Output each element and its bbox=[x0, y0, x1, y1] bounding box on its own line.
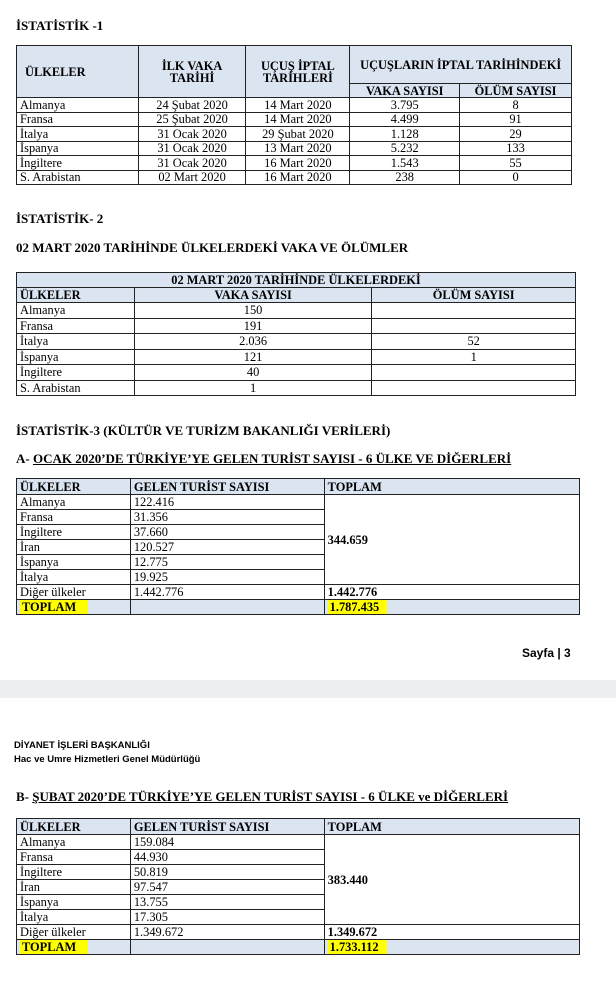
cell-first-case-date: 02 Mart 2020 bbox=[138, 170, 246, 185]
cell-tourist-count: 1.349.672 bbox=[130, 925, 324, 940]
cell-country: İspanya bbox=[17, 141, 139, 156]
statistic-3-title: İSTATİSTİK-3 (KÜLTÜR VE TURİZM BAKANLIĞI VERİLERİ) bbox=[16, 423, 391, 438]
header-group: 02 MART 2020 TARİHİNDE ÜLKELERDEKİ bbox=[17, 273, 576, 288]
cell-first-case-date: 31 Ocak 2020 bbox=[138, 156, 246, 171]
header-country: ÜLKELER bbox=[17, 46, 139, 98]
cell-tourist-count: 19.925 bbox=[130, 570, 324, 585]
grand-total-label-text: TOPLAM bbox=[20, 940, 88, 954]
cell-country: İtalya bbox=[17, 127, 139, 142]
grand-total-label bbox=[17, 600, 131, 615]
cell-cancel-date: 16 Mart 2020 bbox=[246, 170, 350, 185]
cell-first-case-date: 25 Şubat 2020 bbox=[138, 112, 246, 127]
cell-case-count: 191 bbox=[134, 318, 372, 334]
cell-country: İngiltere bbox=[17, 156, 139, 171]
grand-total-value-cell bbox=[324, 940, 579, 955]
cell-death-count: 1 bbox=[372, 349, 576, 365]
header-country: ÜLKELER bbox=[17, 819, 131, 835]
cell-country: Almanya bbox=[17, 303, 135, 319]
other-countries-row bbox=[17, 585, 580, 600]
document-page-2 bbox=[0, 698, 616, 996]
statistic-1-title: İSTATİSTİK -1 bbox=[16, 18, 104, 33]
cell-first-case-date: 31 Ocak 2020 bbox=[138, 141, 246, 156]
january-tourist-table bbox=[16, 478, 580, 615]
section-b-title bbox=[16, 789, 508, 805]
february-tourist-table bbox=[16, 818, 580, 955]
section-a-prefix: A- bbox=[16, 451, 30, 466]
cell-death-count bbox=[372, 365, 576, 381]
table-row bbox=[17, 380, 576, 396]
cell-case-count: 121 bbox=[134, 349, 372, 365]
table-row bbox=[17, 112, 572, 127]
cell-first-case-date: 31 Ocak 2020 bbox=[138, 127, 246, 142]
table-row bbox=[17, 127, 572, 142]
cell-case-count: 5.232 bbox=[350, 141, 460, 156]
section-a-heading: OCAK 2020’DE TÜRKİYE’YE GELEN TURİST SAYISI - 6 ÜLKE VE DİĞERLERİ bbox=[32, 451, 512, 466]
cell-country: Diğer ülkeler bbox=[17, 585, 131, 600]
grand-total-value: 1.733.112 bbox=[328, 940, 387, 954]
cell-country: İngiltere bbox=[17, 365, 135, 381]
cell-country: Diğer ülkeler bbox=[17, 925, 131, 940]
table-row bbox=[17, 835, 580, 850]
table-row bbox=[17, 318, 576, 334]
institution-name: DİYANET İŞLERİ BAŞKANLIĞI bbox=[14, 740, 150, 751]
table-row bbox=[17, 349, 576, 365]
cell-tourist-count: 37.660 bbox=[130, 525, 324, 540]
cell-country: Fransa bbox=[17, 318, 135, 334]
cell-tourist-count: 120.527 bbox=[130, 540, 324, 555]
grand-total-row bbox=[17, 940, 580, 955]
cell-death-count: 55 bbox=[460, 156, 572, 171]
header-total: TOPLAM bbox=[324, 479, 579, 495]
table-row bbox=[17, 98, 572, 113]
cell-tourist-count: 97.547 bbox=[130, 880, 324, 895]
table-row bbox=[17, 141, 572, 156]
other-countries-row bbox=[17, 925, 580, 940]
other-countries-total: 1.442.776 bbox=[324, 585, 579, 600]
header-case-count: VAKA SAYISI bbox=[350, 84, 460, 98]
cell-tourist-count: 50.819 bbox=[130, 865, 324, 880]
cell-case-count: 4.499 bbox=[350, 112, 460, 127]
cell-country: Almanya bbox=[17, 98, 139, 113]
cell-death-count bbox=[372, 303, 576, 319]
cell-death-count: 0 bbox=[460, 170, 572, 185]
table-row bbox=[17, 170, 572, 185]
cell-case-count: 238 bbox=[350, 170, 460, 185]
cell-tourist-count: 159.084 bbox=[130, 835, 324, 850]
cell-case-count: 150 bbox=[134, 303, 372, 319]
cell-first-case-date: 24 Şubat 2020 bbox=[138, 98, 246, 113]
cell-country: İspanya bbox=[17, 895, 131, 910]
header-flight-cancel-date: UÇUŞ İPTAL TARİHLERİ bbox=[246, 46, 350, 98]
cell-death-count bbox=[372, 318, 576, 334]
cell-case-count: 3.795 bbox=[350, 98, 460, 113]
page-number: Sayfa | 3 bbox=[522, 646, 571, 660]
table-row bbox=[17, 334, 576, 350]
cell-case-count: 1 bbox=[134, 380, 372, 396]
header-country: ÜLKELER bbox=[17, 288, 135, 303]
header-tourist-count: GELEN TURİST SAYISI bbox=[130, 479, 324, 495]
cell-country: Fransa bbox=[17, 112, 139, 127]
cell-cancel-date: 14 Mart 2020 bbox=[246, 112, 350, 127]
cell-case-count: 1.543 bbox=[350, 156, 460, 171]
statistic-2-table bbox=[16, 272, 576, 396]
header-cancel-date-group: UÇUŞLARIN İPTAL TARİHİNDEKİ bbox=[350, 46, 572, 84]
cell-case-count: 1.128 bbox=[350, 127, 460, 142]
cell-case-count: 40 bbox=[134, 365, 372, 381]
page-separator bbox=[0, 680, 616, 698]
header-case-count: VAKA SAYISI bbox=[134, 288, 372, 303]
cell-country: İtalya bbox=[17, 570, 131, 585]
cell-tourist-count: 44.930 bbox=[130, 850, 324, 865]
grand-total-label-text: TOPLAM bbox=[20, 600, 88, 614]
cell-tourist-count: 12.775 bbox=[130, 555, 324, 570]
cell-cancel-date: 16 Mart 2020 bbox=[246, 156, 350, 171]
cell-tourist-count: 122.416 bbox=[130, 495, 324, 510]
cell-country: İspanya bbox=[17, 349, 135, 365]
statistic-2-title: İSTATİSTİK- 2 bbox=[16, 211, 104, 226]
six-country-total: 383.440 bbox=[324, 835, 579, 925]
cell-country: İtalya bbox=[17, 910, 131, 925]
department-name: Hac ve Umre Hizmetleri Genel Müdürlüğü bbox=[14, 754, 201, 765]
cell-country: Almanya bbox=[17, 835, 131, 850]
cell-death-count: 133 bbox=[460, 141, 572, 156]
cell-cancel-date: 14 Mart 2020 bbox=[246, 98, 350, 113]
other-countries-total: 1.349.672 bbox=[324, 925, 579, 940]
header-death-count: ÖLÜM SAYISI bbox=[460, 84, 572, 98]
header-tourist-count: GELEN TURİST SAYISI bbox=[130, 819, 324, 835]
cell-country: S. Arabistan bbox=[17, 380, 135, 396]
table-row bbox=[17, 365, 576, 381]
cell-cancel-date: 13 Mart 2020 bbox=[246, 141, 350, 156]
cell-death-count: 91 bbox=[460, 112, 572, 127]
cell-country: Almanya bbox=[17, 495, 131, 510]
section-b-heading: ŞUBAT 2020’DE TÜRKİYE’YE GELEN TURİST SAYISI - 6 ÜLKE ve DİĞERLERİ bbox=[32, 789, 509, 804]
cell-country: İtalya bbox=[17, 334, 135, 350]
table-row bbox=[17, 156, 572, 171]
header-total: TOPLAM bbox=[324, 819, 579, 835]
cell-country: S. Arabistan bbox=[17, 170, 139, 185]
cell-country: İran bbox=[17, 540, 131, 555]
section-b-prefix: B- bbox=[16, 789, 29, 804]
grand-total-value-cell bbox=[324, 600, 579, 615]
cell-tourist-count: 31.356 bbox=[130, 510, 324, 525]
cell-country: İngiltere bbox=[17, 865, 131, 880]
section-a-title bbox=[16, 451, 511, 467]
cell-cancel-date: 29 Şubat 2020 bbox=[246, 127, 350, 142]
header-country: ÜLKELER bbox=[17, 479, 131, 495]
cell-country: İngiltere bbox=[17, 525, 131, 540]
header-first-case-date: İLK VAKA TARİHİ bbox=[138, 46, 246, 98]
six-country-total: 344.659 bbox=[324, 495, 579, 585]
cell-country: Fransa bbox=[17, 510, 131, 525]
grand-total-empty bbox=[130, 940, 324, 955]
cell-country: Fransa bbox=[17, 850, 131, 865]
cell-country: İran bbox=[17, 880, 131, 895]
cell-case-count: 2.036 bbox=[134, 334, 372, 350]
grand-total-label bbox=[17, 940, 131, 955]
cell-death-count: 29 bbox=[460, 127, 572, 142]
cell-death-count: 52 bbox=[372, 334, 576, 350]
cell-tourist-count: 13.755 bbox=[130, 895, 324, 910]
cell-death-count bbox=[372, 380, 576, 396]
grand-total-value: 1.787.435 bbox=[328, 600, 388, 614]
cell-death-count: 8 bbox=[460, 98, 572, 113]
statistic-1-table bbox=[16, 45, 572, 185]
cell-country: İspanya bbox=[17, 555, 131, 570]
header-death-count: ÖLÜM SAYISI bbox=[372, 288, 576, 303]
grand-total-row bbox=[17, 600, 580, 615]
grand-total-empty bbox=[130, 600, 324, 615]
table-row bbox=[17, 495, 580, 510]
cell-tourist-count: 1.442.776 bbox=[130, 585, 324, 600]
statistic-2-subtitle: 02 MART 2020 TARİHİNDE ÜLKELERDEKİ VAKA VE ÖLÜMLER bbox=[16, 240, 409, 255]
table-row bbox=[17, 303, 576, 319]
cell-tourist-count: 17.305 bbox=[130, 910, 324, 925]
